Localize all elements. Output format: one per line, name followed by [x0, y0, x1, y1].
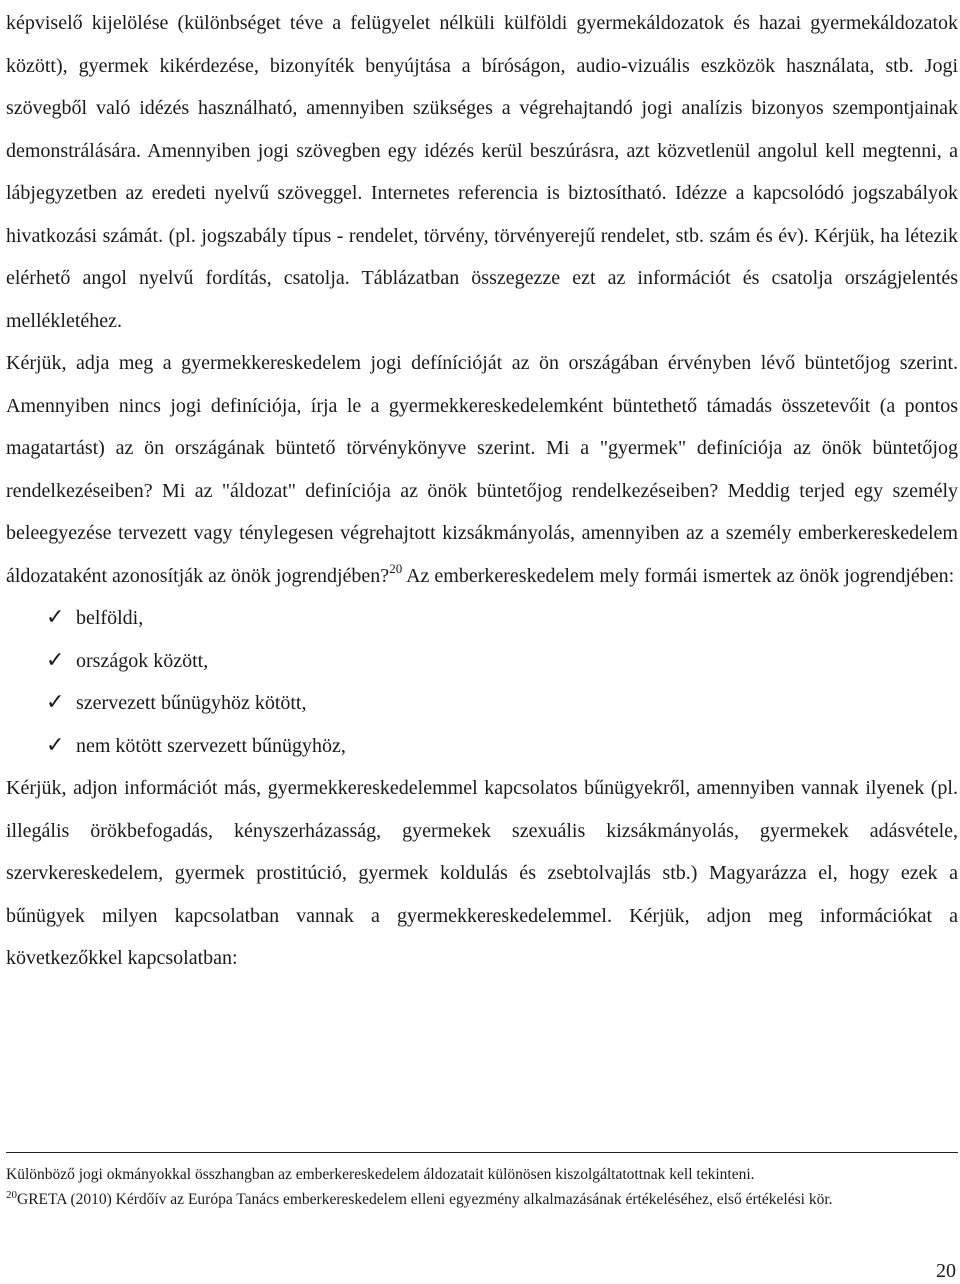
paragraph-trafficking-definition	[6, 342, 958, 597]
page-number: 20	[936, 1260, 956, 1282]
footnote-continued: Különböző jogi okmányokkal összhangban az emberkereskedelem áldozatait különösen kiszolgáltatottnak kell tekinteni.	[6, 1166, 755, 1183]
footnotes	[6, 1166, 958, 1215]
checkmark-icon: ✓	[46, 690, 65, 715]
footnote-text: GRETA (2010) Kérdőív az Európa Tanács emberkereskedelem elleni egyezmény alkalmazásának értékeléséhez, első értékelési kör.	[17, 1190, 833, 1208]
checkmark-icon: ✓	[46, 605, 65, 630]
list-item-label: országok között,	[76, 649, 209, 672]
list-item-label: nem kötött szervezett bűnügyhöz,	[76, 734, 346, 757]
footnote-reference: 20	[389, 560, 403, 576]
list-item	[6, 682, 958, 725]
list-item	[6, 597, 958, 640]
footnote-divider	[6, 1152, 958, 1153]
list-item-label: belföldi,	[76, 607, 144, 629]
checkmark-icon: ✓	[46, 732, 65, 758]
main-text	[6, 2, 958, 980]
trafficking-forms-list	[6, 597, 958, 767]
paragraph-related-crimes: Kérjük, adjon információt más, gyermekkereskedelemmel kapcsolatos bűnügyekről, amennyiben vannak ilyenek (pl. illegális örökbefogadás, kényszerházasság, gyermekek szexuális kizsákmányolás, gyermekek adásvétele, szervkereskedelem, gyermek prostitúció, gyermek koldulás és zsebtolvajlás stb.) Magyarázza el, hogy ezek a bűnügyek milyen kapcsolatban vannak a gyermekkereskedelemmel. Kérjük, adjon meg információkat a következőkkel kapcsolatban:	[6, 777, 958, 969]
list-item-label: szervezett bűnügyhöz kötött,	[76, 692, 307, 714]
paragraph-text-continued: Az emberkereskedelem mely formái ismertek az önök jogrendjében:	[402, 564, 955, 587]
checkmark-icon: ✓	[46, 647, 65, 673]
footnote-number: 20	[6, 1188, 17, 1201]
list-item	[6, 725, 958, 768]
paragraph-text: Kérjük, adja meg a gyermekkereskedelem jogi defínícióját az ön országában érvényben lévő büntetőjog szerint. Amennyiben nincs jogi definíciója, írja le a gyermekkereskedelemként büntethető támadás összetevőit (a pontos magatartást) az ön országának büntető törvénykönyve szerint. Mi a "gyermek" definíciója az önök büntetőjog rendelkezéseiben? Mi az "áldozat" definíciója az önök büntetőjog rendelkezéseiben? Meddig terjed egy személy beleegyezése tervezett vagy ténylegesen végrehajtott kizsákmányolás, amennyiben az a személy emberkereskedelem áldozataként azonosítják az önök jogrendjében?	[6, 352, 958, 587]
list-item	[6, 640, 958, 683]
footnote-20	[6, 1188, 958, 1210]
paragraph-legal-citation: képviselő kijelölése (különbséget téve a felügyelet nélküli külföldi gyermekáldozatok és hazai gyermekáldozatok között), gyermek kikérdezése, bizonyíték benyújtása a bíróságon, audio-vizuális eszközök használata, stb. Jogi szövegből való idézés használható, amennyiben szükséges a végrehajtandó jogi analízis bizonyos szempontjainak demonstrálására. Amennyiben jogi szövegben egy idézés kerül beszúrásra, azt közvetlenül angolul kell megtenni, a lábjegyzetben az eredeti nyelvű szöveggel. Internetes referencia is biztosítható. Idézze a kapcsolódó jogszabályok hivatkozási számát. (pl. jogszabály típus - rendelet, törvény, törvényerejű rendelet, stb. szám és év). Kérjük, ha létezik elérhető angol nyelvű fordítás, csatolja. Táblázatban összegezze ezt az információt és csatolja országjelentés mellékletéhez.	[6, 12, 958, 332]
